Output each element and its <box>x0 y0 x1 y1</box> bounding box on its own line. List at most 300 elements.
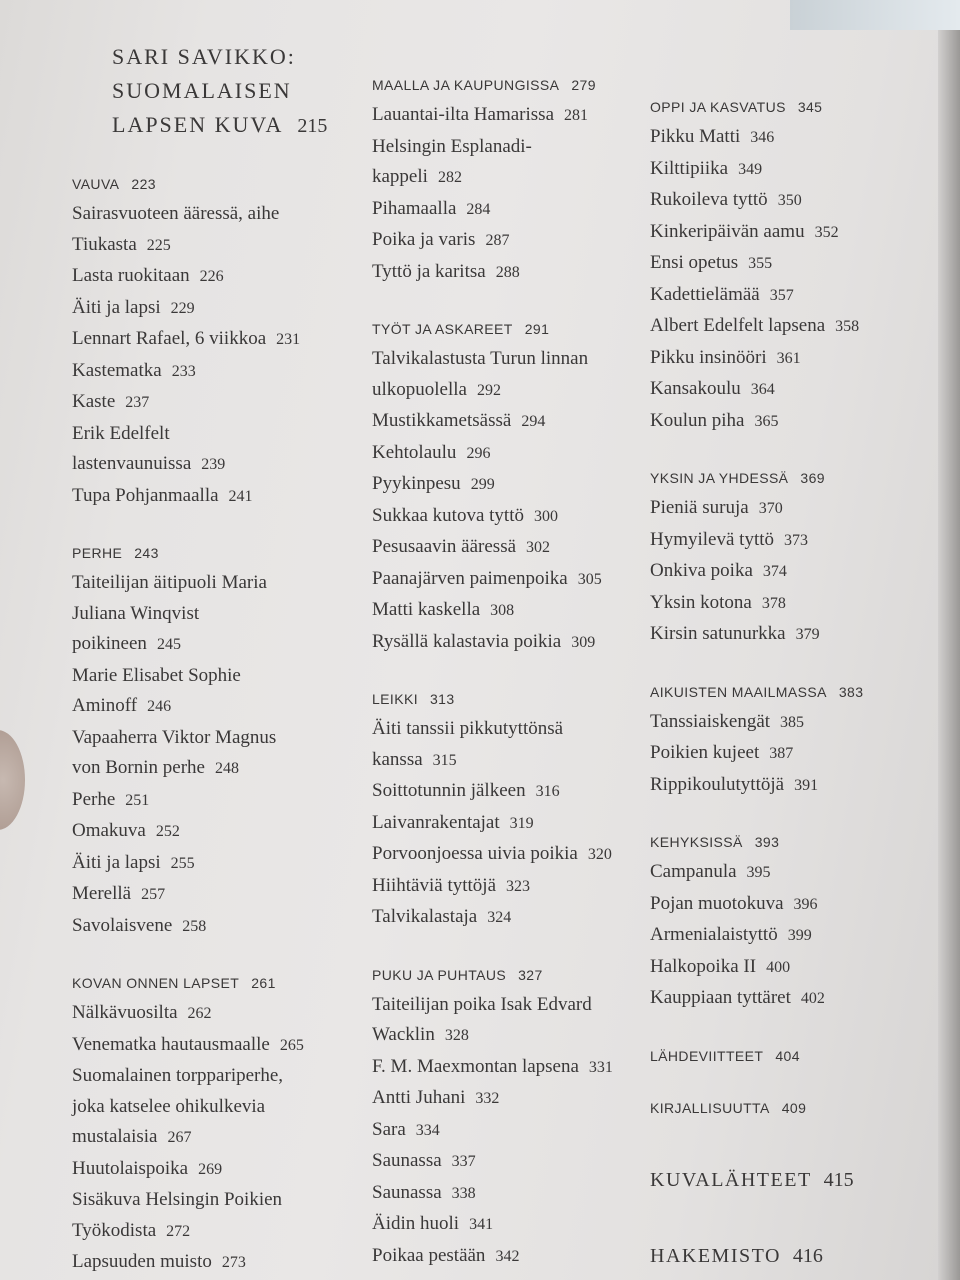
toc-entry <box>650 280 890 312</box>
entry-title: Perhe <box>72 788 116 810</box>
section-heading <box>72 173 362 195</box>
entry-title: Hiihtäviä tyttöjä <box>372 874 497 896</box>
toc-entry <box>372 839 642 871</box>
entry-page-number: 370 <box>758 500 783 517</box>
entry-title: Sara <box>372 1118 406 1140</box>
entry-page-number: 269 <box>198 1160 223 1178</box>
section-page-number: 409 <box>781 1099 807 1116</box>
entry-title: Kauppiaan tyttäret <box>650 987 791 1008</box>
entry-page-number: 396 <box>793 895 818 913</box>
entry-page-number: 346 <box>750 129 775 146</box>
toc-entry <box>372 871 642 903</box>
toc-entry <box>372 745 642 777</box>
section-heading <box>372 964 642 986</box>
entry-title: lastenvaunuissa <box>72 453 192 474</box>
entry-title: Pikku Matti <box>650 126 741 147</box>
toc-entry <box>72 691 362 723</box>
entry-title: joka katselee ohikulkevia <box>72 1095 266 1117</box>
toc-column-2 <box>372 74 642 1272</box>
toc-entry <box>72 568 362 599</box>
toc-entry <box>372 1146 642 1178</box>
entry-title: Tyttö ja karitsa <box>372 260 486 282</box>
entry-title: Pihamaalla <box>372 197 457 219</box>
entry-title: Talvikalastusta Turun linnan <box>372 348 589 369</box>
entry-title: Poikien kujeet <box>650 742 760 763</box>
toc-entry <box>72 449 362 481</box>
section-heading <box>372 74 642 96</box>
end-section-title: HAKEMISTO <box>650 1244 781 1267</box>
section-page-number: 383 <box>838 683 864 700</box>
entry-title: Lauantai-ilta Hamarissa <box>372 104 555 125</box>
entry-page-number: 358 <box>835 318 860 335</box>
entry-title: Vapaaherra Viktor Magnus <box>72 726 277 748</box>
entry-title: Kastematka <box>72 359 162 381</box>
entry-title: Pojan muotokuva <box>650 892 784 914</box>
entry-title: Antti Juhani <box>372 1087 466 1108</box>
entry-page-number: 349 <box>738 160 763 178</box>
section-heading <box>650 96 890 118</box>
section-page-number: 327 <box>518 966 543 983</box>
toc-entry <box>72 230 362 262</box>
section-page-number: 313 <box>429 691 455 707</box>
entry-title: ulkopuolella <box>372 378 467 400</box>
essay-title <box>72 40 362 143</box>
toc-entry <box>372 100 642 132</box>
toc-entry <box>650 857 890 889</box>
entry-page-number: 296 <box>466 444 491 462</box>
entry-title: Poika ja varis <box>372 229 476 250</box>
entry-title: Kadettielämää <box>650 283 760 305</box>
toc-entry <box>372 1115 642 1147</box>
entry-page-number: 315 <box>432 751 457 769</box>
entry-title: kappeli <box>372 166 428 187</box>
entry-title: Erik Edelfelt <box>72 422 170 444</box>
toc-entry <box>650 217 890 249</box>
toc-entry <box>72 356 362 388</box>
toc-entry <box>72 816 362 848</box>
entry-page-number: 292 <box>476 381 501 399</box>
section-title: AIKUISTEN MAAILMASSA <box>650 683 827 700</box>
toc-entry <box>372 406 642 438</box>
toc-entry <box>372 990 642 1021</box>
entry-page-number: 352 <box>814 223 839 241</box>
toc-column-3 <box>650 96 890 1271</box>
entry-title: Koulun piha <box>650 409 745 431</box>
section-heading <box>372 318 642 340</box>
toc-entry <box>72 753 362 785</box>
entry-page-number: 319 <box>509 814 534 832</box>
toc-entry <box>72 661 362 692</box>
toc-entry <box>372 162 642 194</box>
section-heading <box>72 972 362 994</box>
entry-page-number: 357 <box>769 286 794 304</box>
toc-entry <box>72 1030 362 1062</box>
entry-page-number: 337 <box>451 1153 476 1170</box>
toc-entry <box>72 261 362 293</box>
entry-page-number: 378 <box>761 594 786 612</box>
entry-page-number: 294 <box>521 413 546 430</box>
essay-title-line: LAPSEN KUVA 215 <box>112 112 328 137</box>
essay-title-line: SUOMALAISEN <box>112 78 292 103</box>
entry-title: Pesusaavin ääressä <box>372 536 517 557</box>
entry-title: Halkopoika II <box>650 955 757 977</box>
entry-title: Ensi opetus <box>650 252 739 273</box>
toc-entry <box>650 889 890 921</box>
toc-entry <box>72 998 362 1030</box>
toc-entry <box>372 1020 642 1052</box>
entry-page-number: 374 <box>762 563 787 580</box>
section-heading <box>72 542 362 564</box>
entry-page-number: 391 <box>794 776 819 794</box>
section-heading <box>650 681 890 703</box>
entry-page-number: 233 <box>171 362 196 380</box>
entry-title: Aminoff <box>72 695 138 716</box>
entry-page-number: 265 <box>279 1036 304 1054</box>
toc-entry <box>72 419 362 450</box>
entry-title: Taiteilijan äitipuoli Maria <box>72 572 267 593</box>
section-heading <box>372 688 642 710</box>
entry-page-number: 355 <box>748 255 773 272</box>
book-cover-edge <box>938 30 960 1280</box>
entry-page-number: 305 <box>577 570 602 588</box>
entry-page-number: 251 <box>125 791 150 809</box>
entry-page-number: 258 <box>182 917 207 935</box>
toc-entry <box>372 438 642 470</box>
toc-entry <box>72 293 362 325</box>
entry-page-number: 252 <box>155 823 180 840</box>
entry-title: Laivanrakentajat <box>372 811 500 833</box>
toc-entry <box>650 770 890 802</box>
entry-title: Nälkävuosilta <box>72 1002 178 1023</box>
section-title: KIRJALLISUUTTA <box>650 1099 770 1116</box>
entry-title: Taiteilijan poika Isak Edvard <box>372 993 592 1015</box>
toc-entry <box>72 911 362 943</box>
section-heading <box>650 831 890 853</box>
entry-title: Sukkaa kutova tyttö <box>372 504 524 526</box>
entry-page-number: 248 <box>214 760 239 777</box>
toc-entry <box>372 1083 642 1115</box>
section-heading <box>650 1045 890 1067</box>
toc-entry <box>650 122 890 154</box>
section-title: LEIKKI <box>372 691 418 707</box>
essay-page-number: 215 <box>297 115 328 137</box>
entry-title: von Bornin perhe <box>72 757 205 778</box>
entry-page-number: 262 <box>187 1005 212 1022</box>
entry-title: Venematka hautausmaalle <box>72 1033 270 1055</box>
entry-page-number: 399 <box>787 927 812 944</box>
entry-title: Kilttipiika <box>650 157 729 179</box>
entry-page-number: 323 <box>506 877 531 895</box>
entry-page-number: 334 <box>415 1121 440 1139</box>
toc-entry <box>372 1178 642 1210</box>
entry-page-number: 402 <box>800 990 825 1007</box>
entry-page-number: 342 <box>495 1247 520 1265</box>
toc-entry <box>650 952 890 984</box>
end-section-title: KUVALÄHTEET <box>650 1168 812 1191</box>
toc-entry <box>372 344 642 375</box>
toc-entry <box>372 375 642 407</box>
entry-title: poikineen <box>72 633 147 654</box>
entry-title: Äidin huoli <box>372 1213 460 1234</box>
toc-entry <box>372 1052 642 1084</box>
entry-page-number: 267 <box>167 1129 192 1146</box>
entry-title: Pyykinpesu <box>372 473 461 494</box>
toc-entry <box>372 627 642 659</box>
toc-entry <box>372 808 642 840</box>
section-page-number: 223 <box>131 176 156 192</box>
toc-entry <box>372 225 642 257</box>
toc-entry <box>650 983 890 1015</box>
entry-page-number: 287 <box>485 232 510 249</box>
entry-page-number: 320 <box>587 846 612 863</box>
entry-title: Helsingin Esplanadi- <box>372 135 532 157</box>
toc-entry <box>372 595 642 627</box>
section-page-number: 393 <box>754 834 780 850</box>
toc-entry <box>72 199 362 230</box>
entry-page-number: 324 <box>487 909 512 926</box>
entry-title: Matti kaskella <box>372 599 481 620</box>
toc-entry <box>372 1209 642 1241</box>
section-title: KOVAN ONNEN LAPSET <box>72 975 240 991</box>
section-page-number: 369 <box>800 470 825 486</box>
section-heading <box>650 467 890 489</box>
section-page-number: 261 <box>251 975 276 991</box>
thumb <box>0 730 25 830</box>
entry-page-number: 229 <box>170 299 195 317</box>
entry-page-number: 387 <box>769 745 794 762</box>
toc-entry <box>72 785 362 817</box>
entry-page-number: 246 <box>147 698 172 715</box>
entry-title: Rukoileva tyttö <box>650 189 768 210</box>
section-title: KEHYKSISSÄ <box>650 834 743 850</box>
entry-title: Armenialaistyttö <box>650 924 778 945</box>
toc-entry <box>650 556 890 588</box>
entry-page-number: 231 <box>276 331 301 348</box>
entry-page-number: 309 <box>571 633 596 651</box>
entry-page-number: 316 <box>535 783 560 800</box>
entry-title: Kaste <box>72 391 116 412</box>
toc-entry <box>650 707 890 739</box>
entry-title: Juliana Winqvist <box>72 602 200 624</box>
entry-title: Pikku insinööri <box>650 346 767 368</box>
toc-entry <box>372 132 642 163</box>
entry-page-number: 308 <box>490 602 515 619</box>
entry-title: Rysällä kalastavia poikia <box>372 630 562 652</box>
entry-title: Mustikkametsässä <box>372 410 512 431</box>
entry-page-number: 226 <box>199 268 224 285</box>
section-page-number: 345 <box>797 99 823 115</box>
section-title: YKSIN JA YHDESSÄ <box>650 470 789 486</box>
toc-entry <box>72 599 362 630</box>
toc-column-1 <box>72 40 362 1279</box>
toc-entry <box>372 532 642 564</box>
toc-entry <box>72 481 362 513</box>
section-title: OPPI JA KASVATUS <box>650 99 786 115</box>
toc-entry <box>72 1122 362 1154</box>
entry-title: Wacklin <box>372 1024 435 1045</box>
entry-title: kanssa <box>372 748 423 770</box>
toc-entry <box>72 1061 362 1092</box>
entry-page-number: 361 <box>776 349 801 367</box>
toc-entry <box>372 501 642 533</box>
toc-entry <box>72 1216 362 1248</box>
toc-entry <box>72 1154 362 1186</box>
toc-entry <box>650 374 890 406</box>
entry-title: Hymyilevä tyttö <box>650 528 775 550</box>
entry-title: Äiti ja lapsi <box>72 851 161 873</box>
entry-page-number: 273 <box>221 1254 246 1271</box>
entry-page-number: 373 <box>784 531 809 549</box>
section-title: TYÖT JA ASKAREET <box>372 321 513 337</box>
entry-page-number: 302 <box>526 539 551 556</box>
entry-title: Albert Edelfelt lapsena <box>650 315 826 336</box>
entry-page-number: 282 <box>437 169 462 186</box>
entry-page-number: 365 <box>754 412 779 430</box>
entry-page-number: 328 <box>444 1027 469 1044</box>
entry-title: Suomalainen torppariperhe, <box>72 1065 284 1086</box>
entry-title: Tupa Pohjanmaalla <box>72 484 219 506</box>
entry-title: Merellä <box>72 883 132 904</box>
entry-page-number: 364 <box>750 381 775 398</box>
toc-entry <box>650 154 890 186</box>
entry-page-number: 332 <box>475 1090 500 1107</box>
section-title: PERHE <box>72 545 123 561</box>
toc-entry <box>72 848 362 880</box>
end-section-page-number: 416 <box>792 1244 823 1267</box>
entry-title: Sairasvuoteen ääressä, aihe <box>72 203 280 224</box>
toc-entry <box>372 469 642 501</box>
entry-page-number: 395 <box>746 864 771 881</box>
toc-entry <box>650 493 890 525</box>
entry-title: Äiti ja lapsi <box>72 296 161 318</box>
entry-page-number: 385 <box>780 713 805 731</box>
entry-title: Poikaa pestään <box>372 1244 486 1266</box>
entry-title: Lennart Rafael, 6 viikkoa <box>72 328 267 349</box>
entry-title: Yksin kotona <box>650 591 752 613</box>
entry-title: Äiti tanssii pikkutyttönsä <box>372 718 564 739</box>
section-page-number: 243 <box>134 545 159 561</box>
entry-title: Saunassa <box>372 1181 442 1203</box>
entry-page-number: 400 <box>766 958 791 976</box>
toc-entry <box>72 1092 362 1123</box>
toc-entry <box>372 776 642 808</box>
toc-entry <box>650 525 890 557</box>
section-page-number: 279 <box>571 77 596 93</box>
entry-title: Kinkeripäivän aamu <box>650 220 805 242</box>
entry-title: Tiukasta <box>72 233 137 255</box>
entry-page-number: 255 <box>170 854 195 872</box>
toc-entry <box>372 564 642 596</box>
entry-page-number: 239 <box>201 456 226 473</box>
toc-entry <box>72 1247 362 1279</box>
entry-title: Savolaisvene <box>72 914 173 936</box>
entry-title: Saunassa <box>372 1150 442 1171</box>
entry-title: Porvoonjoessa uivia poikia <box>372 843 578 864</box>
entry-page-number: 379 <box>795 626 820 643</box>
entry-title: Soittotunnin jälkeen <box>372 780 526 801</box>
toc-entry <box>72 723 362 754</box>
toc-entry <box>72 879 362 911</box>
entry-title: Lapsuuden muisto <box>72 1251 212 1272</box>
background-corner <box>790 0 960 30</box>
entry-page-number: 341 <box>469 1216 494 1233</box>
entry-page-number: 272 <box>166 1222 191 1240</box>
toc-entry <box>72 1185 362 1216</box>
entry-title: Huutolaispoika <box>72 1157 189 1179</box>
toc-entry <box>72 387 362 419</box>
end-section <box>650 1241 890 1271</box>
entry-title: Talvikalastaja <box>372 906 478 927</box>
entry-title: Sisäkuva Helsingin Poikien <box>72 1189 283 1210</box>
entry-page-number: 237 <box>125 394 150 411</box>
toc-entry <box>650 588 890 620</box>
essay-title-line: SARI SAVIKKO: <box>112 44 296 69</box>
entry-page-number: 350 <box>777 192 802 209</box>
entry-page-number: 284 <box>466 200 491 218</box>
section-title: LÄHDEVIITTEET <box>650 1047 764 1064</box>
entry-title: Campanula <box>650 861 737 882</box>
toc-entry <box>372 257 642 289</box>
toc-entry <box>650 248 890 280</box>
section-page-number: 404 <box>775 1047 800 1064</box>
entry-title: Omakuva <box>72 820 146 841</box>
entry-title: Työkodista <box>72 1219 157 1241</box>
section-page-number: 291 <box>524 321 550 337</box>
entry-title: Marie Elisabet Sophie <box>72 664 241 686</box>
entry-page-number: 300 <box>533 507 558 525</box>
toc-entry <box>650 311 890 343</box>
entry-page-number: 281 <box>564 107 589 124</box>
toc-entry <box>372 1241 642 1273</box>
end-section <box>650 1165 890 1195</box>
toc-entry <box>650 619 890 651</box>
entry-page-number: 225 <box>146 236 171 254</box>
toc-entry <box>650 738 890 770</box>
toc-entry <box>650 406 890 438</box>
end-section-page-number: 415 <box>823 1168 854 1191</box>
toc-tail <box>650 1165 890 1271</box>
entry-page-number: 257 <box>141 886 166 903</box>
entry-title: Onkiva poika <box>650 560 753 581</box>
entry-title: F. M. Maexmontan lapsena <box>372 1055 579 1077</box>
section-title: VAUVA <box>72 176 120 192</box>
entry-title: Rippikoulutyttöjä <box>650 773 785 795</box>
toc-entry <box>372 902 642 934</box>
toc-entry <box>650 343 890 375</box>
entry-title: Kansakoulu <box>650 378 741 399</box>
entry-page-number: 299 <box>470 476 495 493</box>
entry-title: Kirsin satunurkka <box>650 623 786 644</box>
toc-entry <box>372 194 642 226</box>
toc-entry <box>72 324 362 356</box>
toc-entry <box>72 629 362 661</box>
section-heading <box>650 1097 890 1119</box>
toc-entry <box>650 185 890 217</box>
entry-page-number: 288 <box>495 263 520 281</box>
entry-title: Kehtolaulu <box>372 441 457 463</box>
entry-page-number: 338 <box>451 1184 476 1202</box>
entry-title: Paanajärven paimenpoika <box>372 567 568 589</box>
entry-page-number: 245 <box>156 636 181 653</box>
toc-entry <box>372 714 642 745</box>
entry-page-number: 331 <box>588 1058 613 1076</box>
toc-entry <box>650 920 890 952</box>
section-title: PUKU JA PUHTAUS <box>372 966 507 983</box>
entry-page-number: 241 <box>228 487 253 505</box>
section-title: MAALLA JA KAUPUNGISSA <box>372 77 560 93</box>
entry-title: Lasta ruokitaan <box>72 265 190 286</box>
entry-title: mustalaisia <box>72 1126 158 1147</box>
